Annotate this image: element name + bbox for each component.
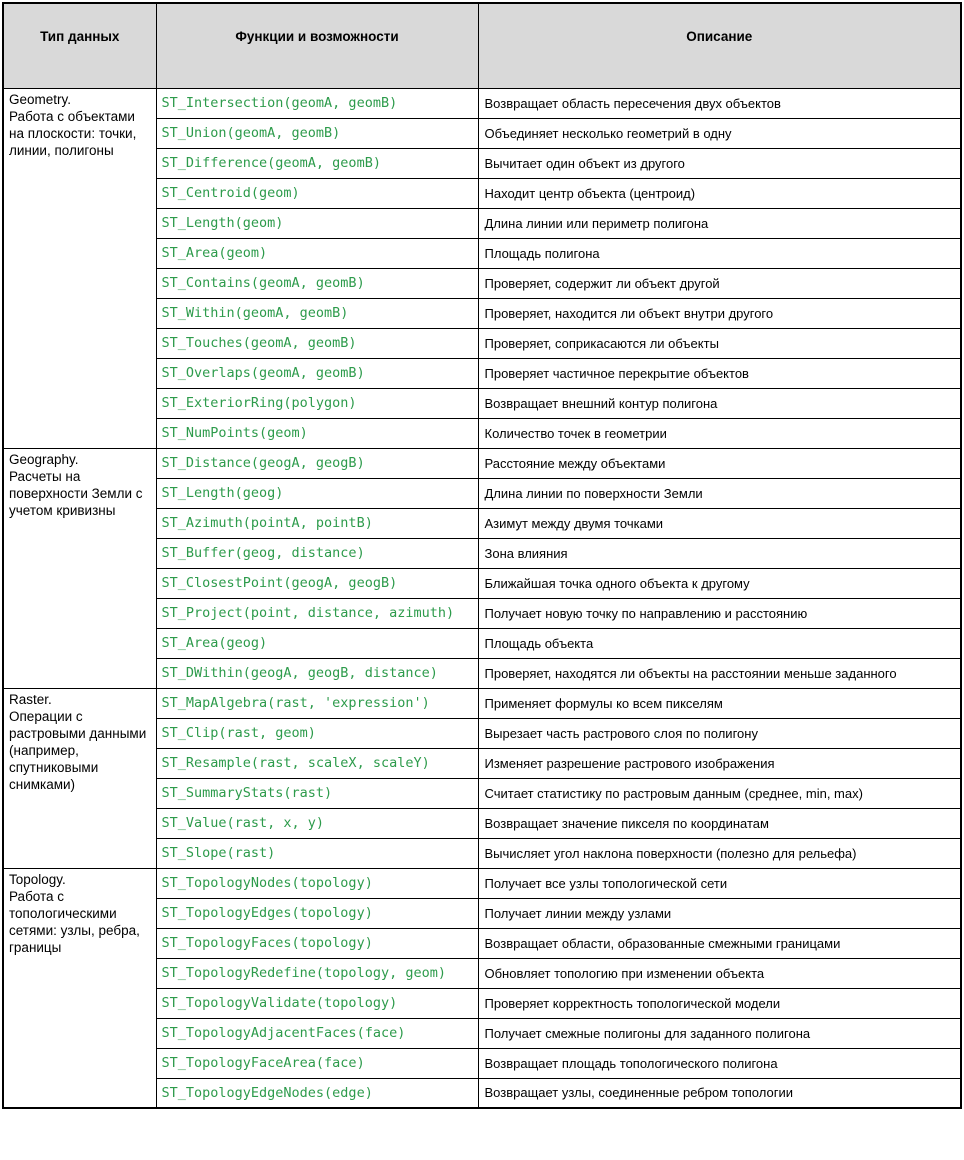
function-cell: ST_Overlaps(geomA, geomB) — [156, 358, 478, 388]
function-cell: ST_TopologyFaceArea(face) — [156, 1048, 478, 1078]
type-cell-topology — [3, 868, 156, 1108]
description-cell: Азимут между двумя точками — [478, 508, 961, 538]
function-cell: ST_MapAlgebra(rast, 'expression') — [156, 688, 478, 718]
function-cell: ST_TopologyFaces(topology) — [156, 928, 478, 958]
description-cell: Вырезает часть растрового слоя по полигону — [478, 718, 961, 748]
description-cell: Получает линии между узлами — [478, 898, 961, 928]
function-cell: ST_Length(geog) — [156, 478, 478, 508]
description-cell: Площадь полигона — [478, 238, 961, 268]
type-description: Операции с растровыми данными (например, спутниковыми снимками) — [9, 708, 147, 792]
header-cell-data-type: Тип данных — [3, 3, 156, 88]
function-cell: ST_Area(geom) — [156, 238, 478, 268]
function-cell: ST_Intersection(geomA, geomB) — [156, 88, 478, 118]
header-cell-description: Описание — [478, 3, 961, 88]
function-cell: ST_Project(point, distance, azimuth) — [156, 598, 478, 628]
description-cell: Возвращает узлы, соединенные ребром топологии — [478, 1078, 961, 1108]
postgis-functions-table — [2, 2, 962, 1109]
function-cell: ST_Buffer(geog, distance) — [156, 538, 478, 568]
type-cell-raster — [3, 688, 156, 868]
description-cell: Обновляет топологию при изменении объекта — [478, 958, 961, 988]
description-cell: Получает смежные полигоны для заданного полигона — [478, 1018, 961, 1048]
description-cell: Зона влияния — [478, 538, 961, 568]
function-cell: ST_Resample(rast, scaleX, scaleY) — [156, 748, 478, 778]
function-cell: ST_Area(geog) — [156, 628, 478, 658]
description-cell: Проверяет, находятся ли объекты на расстоянии меньше заданного — [478, 658, 961, 688]
description-cell: Получает все узлы топологической сети — [478, 868, 961, 898]
function-cell: ST_Within(geomA, geomB) — [156, 298, 478, 328]
description-cell: Проверяет частичное перекрытие объектов — [478, 358, 961, 388]
function-cell: ST_Centroid(geom) — [156, 178, 478, 208]
description-cell: Находит центр объекта (центроид) — [478, 178, 961, 208]
function-cell: ST_Azimuth(pointA, pointB) — [156, 508, 478, 538]
function-cell: ST_Length(geom) — [156, 208, 478, 238]
description-cell: Возвращает область пересечения двух объектов — [478, 88, 961, 118]
type-title: Geometry. — [9, 91, 72, 107]
description-cell: Изменяет разрешение растрового изображения — [478, 748, 961, 778]
description-cell: Проверяет, находится ли объект внутри другого — [478, 298, 961, 328]
type-title: Topology. — [9, 871, 66, 887]
function-cell: ST_NumPoints(geom) — [156, 418, 478, 448]
function-cell: ST_TopologyEdges(topology) — [156, 898, 478, 928]
type-description: Расчеты на поверхности Земли с учетом кривизны — [9, 468, 143, 518]
description-cell: Площадь объекта — [478, 628, 961, 658]
table-row — [3, 448, 961, 478]
function-cell: ST_SummaryStats(rast) — [156, 778, 478, 808]
type-title: Geography. — [9, 451, 79, 467]
header-row — [3, 3, 961, 88]
description-cell: Возвращает площадь топологического полигона — [478, 1048, 961, 1078]
description-cell: Проверяет, соприкасаются ли объекты — [478, 328, 961, 358]
description-cell: Считает статистику по растровым данным (среднее, min, max) — [478, 778, 961, 808]
description-cell: Возвращает области, образованные смежными границами — [478, 928, 961, 958]
description-cell: Расстояние между объектами — [478, 448, 961, 478]
function-cell: ST_Distance(geogA, geogB) — [156, 448, 478, 478]
function-cell: ST_Slope(rast) — [156, 838, 478, 868]
description-cell: Объединяет несколько геометрий в одну — [478, 118, 961, 148]
description-cell: Длина линии или периметр полигона — [478, 208, 961, 238]
table-row — [3, 688, 961, 718]
function-cell: ST_Value(rast, x, y) — [156, 808, 478, 838]
table-row — [3, 88, 961, 118]
description-cell: Ближайшая точка одного объекта к другому — [478, 568, 961, 598]
type-description: Работа с объектами на плоскости: точки, линии, полигоны — [9, 108, 137, 158]
header-cell-functions: Функции и возможности — [156, 3, 478, 88]
type-cell-geometry — [3, 88, 156, 448]
type-description: Работа с топологическими сетями: узлы, ребра, границы — [9, 888, 140, 955]
function-cell: ST_TopologyEdgeNodes(edge) — [156, 1078, 478, 1108]
function-cell: ST_Contains(geomA, geomB) — [156, 268, 478, 298]
description-cell: Вычитает один объект из другого — [478, 148, 961, 178]
description-cell: Проверяет, содержит ли объект другой — [478, 268, 961, 298]
table-body — [3, 88, 961, 1108]
description-cell: Вычисляет угол наклона поверхности (полезно для рельефа) — [478, 838, 961, 868]
type-cell-geography — [3, 448, 156, 688]
description-cell: Возвращает значение пикселя по координатам — [478, 808, 961, 838]
description-cell: Проверяет корректность топологической модели — [478, 988, 961, 1018]
function-cell: ST_TopologyRedefine(topology, geom) — [156, 958, 478, 988]
function-cell: ST_DWithin(geogA, geogB, distance) — [156, 658, 478, 688]
function-cell: ST_TopologyValidate(topology) — [156, 988, 478, 1018]
function-cell: ST_TopologyNodes(topology) — [156, 868, 478, 898]
type-title: Raster. — [9, 691, 52, 707]
table-row — [3, 868, 961, 898]
function-cell: ST_Difference(geomA, geomB) — [156, 148, 478, 178]
description-cell: Получает новую точку по направлению и расстоянию — [478, 598, 961, 628]
description-cell: Длина линии по поверхности Земли — [478, 478, 961, 508]
function-cell: ST_ExteriorRing(polygon) — [156, 388, 478, 418]
description-cell: Количество точек в геометрии — [478, 418, 961, 448]
function-cell: ST_Touches(geomA, geomB) — [156, 328, 478, 358]
function-cell: ST_ClosestPoint(geogA, geogB) — [156, 568, 478, 598]
description-cell: Применяет формулы ко всем пикселям — [478, 688, 961, 718]
function-cell: ST_Clip(rast, geom) — [156, 718, 478, 748]
function-cell: ST_TopologyAdjacentFaces(face) — [156, 1018, 478, 1048]
description-cell: Возвращает внешний контур полигона — [478, 388, 961, 418]
function-cell: ST_Union(geomA, geomB) — [156, 118, 478, 148]
